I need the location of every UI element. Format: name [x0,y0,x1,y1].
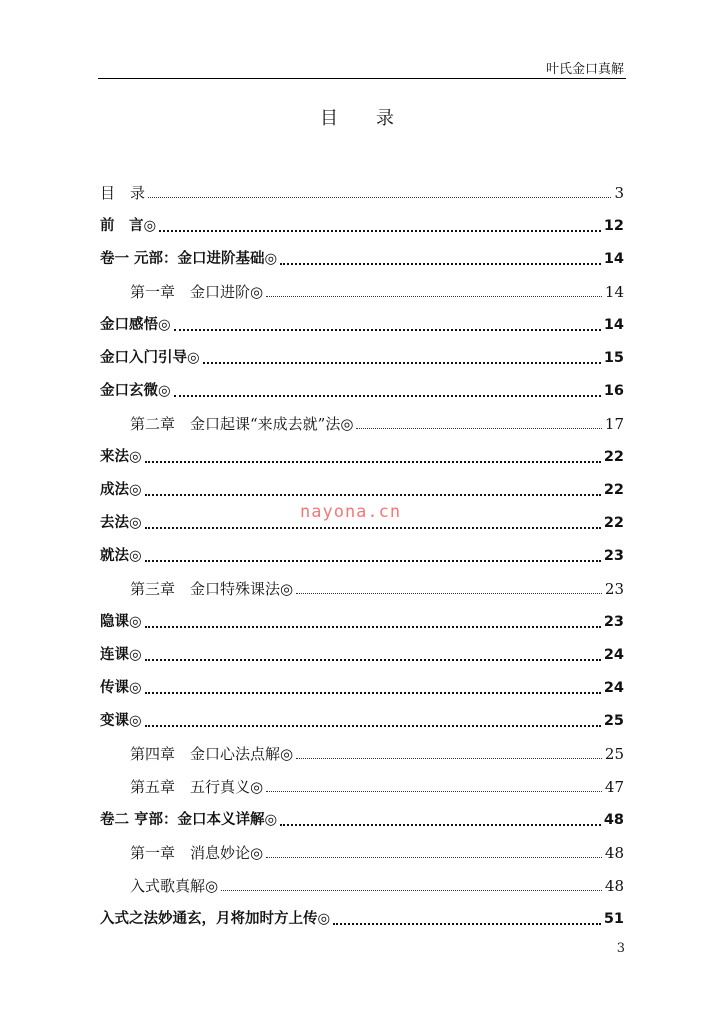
toc-entry-page: 22 [603,482,624,498]
toc-entry-title: 入式之法妙通玄，月将加时方上传◎ [100,911,331,927]
toc-entry-title: 卷一 元部：金口进阶基础◎ [100,251,278,267]
toc-entry-title: 第四章 金口心法点解◎ [130,745,294,763]
toc-entry-title: 第五章 五行真义◎ [130,778,264,796]
toc-entry-title: 卷二 亨部：金口本义详解◎ [100,812,278,828]
toc-entry-title: 第一章 金口进阶◎ [130,283,264,301]
toc-entry-page: 25 [603,713,624,729]
toc-dot-leader [280,823,601,826]
toc-entry[interactable] [100,830,624,863]
toc-entry[interactable] [100,599,624,632]
toc-entry[interactable] [100,566,624,599]
toc-entry-page: 3 [614,184,624,202]
toc-entry-title: 第一章 消息妙论◎ [130,844,264,862]
toc-entry[interactable] [100,533,624,566]
toc-dot-leader [203,361,601,364]
toc-entry-title: 金口玄微◎ [100,383,171,399]
toc-dot-leader [174,394,601,397]
toc-dot-leader [145,724,601,727]
toc-entry-title: 就法◎ [100,548,142,564]
toc-entry[interactable] [100,236,624,269]
toc-dot-leader [145,526,601,529]
toc-entry[interactable] [100,335,624,368]
toc-dot-leader [174,328,601,331]
toc-entry-title: 金口入门引导◎ [100,350,200,366]
toc-entry[interactable] [100,170,624,203]
toc-entry-title: 金口感悟◎ [100,317,171,333]
toc-entry-title: 成法◎ [100,482,142,498]
toc-entry[interactable] [100,401,624,434]
toc-entry-title: 第三章 金口特殊课法◎ [130,580,294,598]
toc-entry-page: 14 [603,251,624,267]
toc-entry-page: 48 [604,877,624,895]
toc-entry-title: 变课◎ [100,713,142,729]
toc-entry-page: 47 [604,778,624,796]
toc-entry-page: 14 [604,283,624,301]
toc-entry[interactable] [100,467,624,500]
toc-dot-leader [145,559,601,562]
toc-entry-title: 目 录 [100,184,146,202]
toc-dot-leader [266,295,602,297]
running-header [98,58,626,79]
toc-entry[interactable] [100,665,624,698]
toc-dot-leader [333,922,601,925]
toc-dot-leader [266,790,602,792]
toc-entry[interactable] [100,896,624,929]
toc-dot-leader [145,691,601,694]
toc-entry-title: 隐课◎ [100,614,142,630]
toc-entry-page: 23 [604,580,624,598]
toc-entry-title: 连课◎ [100,647,142,663]
toc-entry-page: 48 [604,844,624,862]
toc-entry-page: 15 [603,350,624,366]
toc-dot-leader [280,262,601,265]
toc-entry[interactable] [100,269,624,302]
page-number: 3 [616,941,625,956]
toc-dot-leader [296,592,602,594]
toc-dot-leader [148,196,611,198]
toc-dot-leader [145,493,601,496]
toc-entry-title: 传课◎ [100,680,142,696]
toc-entry-page: 48 [603,812,624,828]
toc-entry-page: 22 [603,449,624,465]
watermark: nayona.cn [296,502,405,522]
toc-entry-page: 22 [603,515,624,531]
toc-entry-page: 24 [603,647,624,663]
toc-entry-title: 前 言◎ [100,218,157,234]
toc-entry[interactable] [100,698,624,731]
toc-entry[interactable] [100,302,624,335]
toc-dot-leader [266,856,602,858]
toc-dot-leader [145,658,601,661]
page-title: 目 录 [320,108,404,129]
toc-dot-leader [296,757,602,759]
toc-entry[interactable] [100,632,624,665]
toc-dot-leader [145,460,601,463]
toc-entry-page: 16 [603,383,624,399]
toc-entry[interactable] [100,203,624,236]
toc-dot-leader [356,427,601,429]
toc-entry-title: 来法◎ [100,449,142,465]
toc-entry[interactable] [100,368,624,401]
toc-entry-title: 入式歌真解◎ [130,877,219,895]
toc-entry-page: 24 [603,680,624,696]
toc-entry[interactable] [100,434,624,467]
toc-entry[interactable] [100,797,624,830]
toc-entry[interactable] [100,764,624,797]
toc-entry-page: 17 [604,415,624,433]
toc-dot-leader [221,889,602,891]
toc-entry-page: 23 [603,548,624,564]
toc-entry-page: 23 [603,614,624,630]
toc-entry-title: 去法◎ [100,515,142,531]
toc-entry-page: 14 [603,317,624,333]
toc-entry[interactable] [100,863,624,896]
toc-entry-page: 51 [603,911,624,927]
toc-entry-title: 第二章 金口起课“来成去就”法◎ [130,415,354,433]
toc-dot-leader [159,229,601,232]
toc-entry-page: 12 [603,218,624,234]
toc-entry[interactable] [100,731,624,764]
table-of-contents [100,170,624,929]
header-title: 叶氏金口真解 [545,62,624,77]
toc-dot-leader [145,625,601,628]
toc-entry-page: 25 [604,745,624,763]
